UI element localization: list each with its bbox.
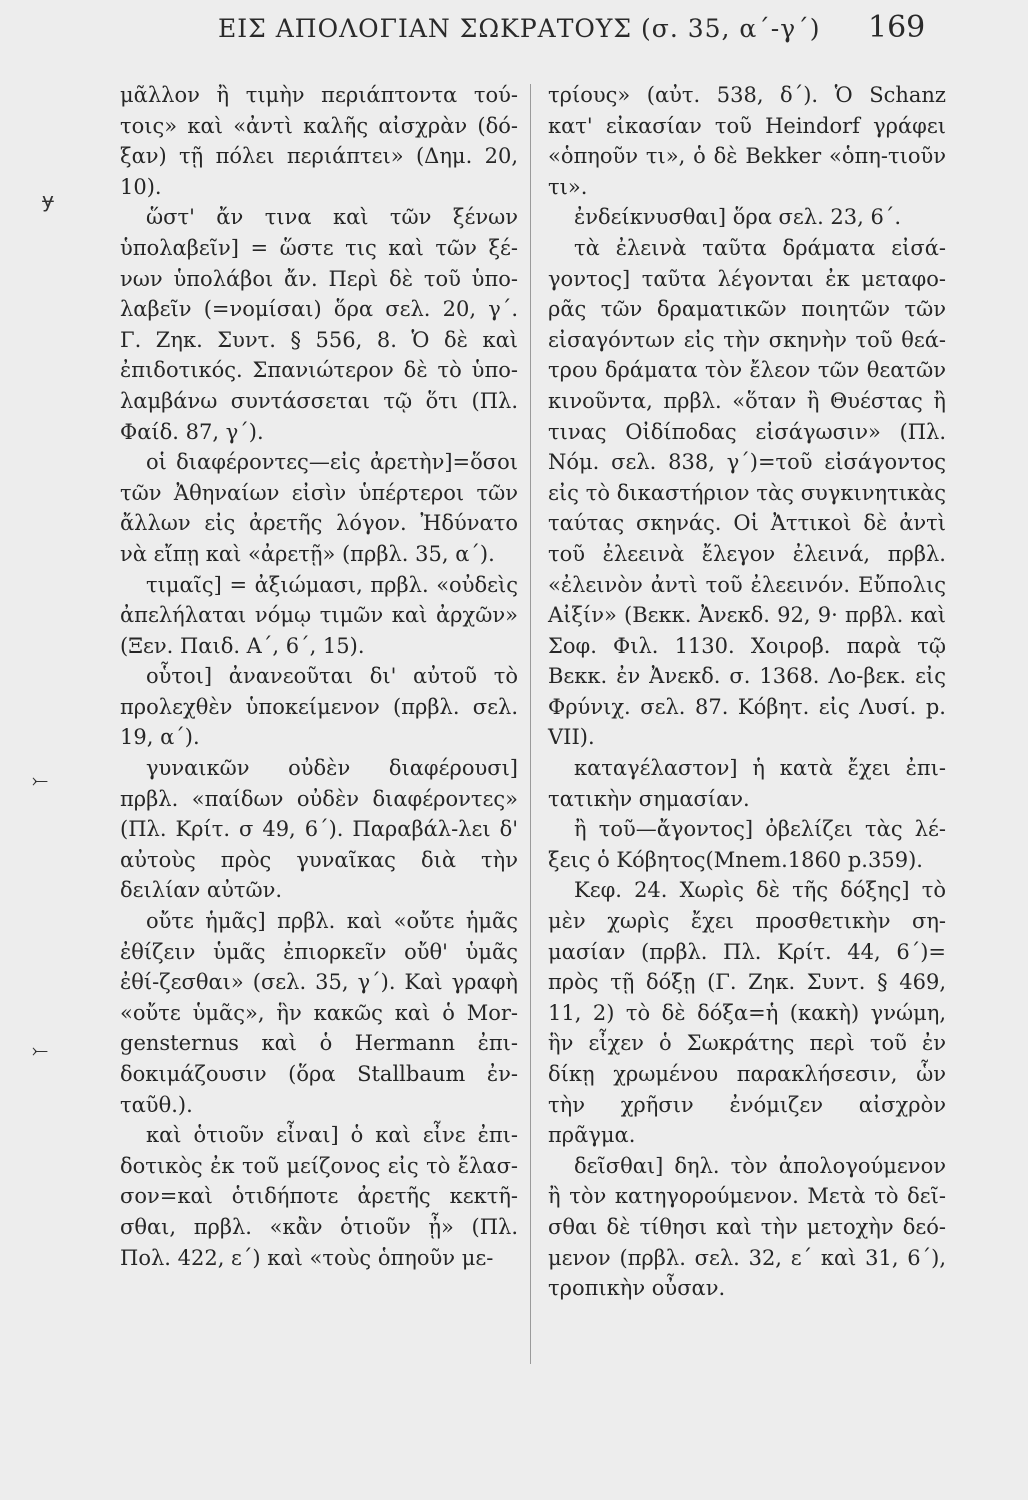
- margin-mark: ⤚: [32, 768, 48, 792]
- paragraph: καὶ ὁτιοῦν εἶναι] ὁ καὶ εἶνε ἐπι-δοτικὸς ἐκ τοῦ μείζονος εἰς τὸ ἔλασ-σον=καὶ ὁτιδήποτε ἀρετῆς κεκτῆ-σθαι, πρβλ. «κἂν ὁτιοῦν ᾖ» (Πλ. Πολ. 422, ε΄) καὶ «τοὺς ὁπηοῦν με-: [120, 1123, 518, 1270]
- paragraph: τιμαῖς] = ἀξιώμασι, πρβλ. «οὐδεὶς ἀπελήλαται νόμῳ τιμῶν καὶ ἀρχῶν» (Ξεν. Παιδ. Α΄, 6΄, 15).: [120, 572, 518, 658]
- paragraph: δεῖσθαι] δηλ. τὸν ἀπολογούμενον ἢ τὸν κατηγορούμενον. Μετὰ τὸ δεῖ-σθαι δὲ τίθησι καὶ τὴν μετοχὴν δεό-μενον (πρβλ. σελ. 32, ε΄ καὶ 31, 6΄), τροπικὴν οὖσαν.: [548, 1153, 946, 1301]
- paragraph: τρίους» (αὐτ. 538, δ΄). Ὁ Schanz κατ' εἰκασίαν τοῦ Heindorf γράφει «ὁπηοῦν τι», ὁ δὲ Bekker «ὁπη-τιοῦν τι».: [548, 83, 946, 199]
- paragraph: γυναικῶν οὐδὲν διαφέρουσι] πρβλ. «παίδων οὐδὲν διαφέροντες» (Πλ. Κρίτ. σ 49, 6΄). Παραβάλ-λει δ' αὐτοὺς πρὸς γυναῖκας διὰ τὴν δειλίαν αὐτῶν.: [120, 756, 518, 903]
- margin-mark: ⤚: [32, 1038, 48, 1062]
- paragraph: μᾶλλον ἢ τιμὴν περιάπτοντα τού-τοις» καὶ «ἀντὶ καλῆς αἰσχρὰν (δό-ξαν) τῇ πόλει περιάπτει» (Δημ. 20, 10).: [120, 83, 518, 199]
- page-number: 169: [868, 10, 926, 45]
- paragraph: Κεφ. 24. Χωρὶς δὲ τῆς δόξης] τὸ μὲν χωρὶς ἔχει προσθετικὴν ση-μασίαν (πρβλ. Πλ. Κρίτ. 44, 6΄)= πρὸς τῇ δόξῃ (Γ. Ζηκ. Συντ. § 469, 11, 2) τὸ δὲ δόξα=ἡ (κακὴ) γνώμη, ἣν εἶχεν ὁ Σωκράτης περὶ τοῦ ἐν δίκῃ χρωμένου παρακλήσεσιν, ὧν τὴν χρῆσιν ἐνόμιζεν αἰσχρὸν πρᾶγμα.: [548, 878, 946, 1148]
- right-column: [548, 80, 946, 1304]
- paragraph: τὰ ἐλεινὰ ταῦτα δράματα εἰσά-γοντος] ταῦτα λέγονται ἐκ μεταφο-ρᾶς τῶν δραματικῶν ποιητῶν τῶν εἰσαγόντων εἰς τὴν σκηνὴν τοῦ θεά-τρου δράματα τὸν ἔλεον τῶν θεατῶν κινοῦντα, πρβλ. «ὅταν ἢ Θυέστας ἢ τινας Οἰδίποδας εἰσάγωσιν» (Πλ. Νόμ. σελ. 838, γ΄)=τοῦ εἰσάγοντος εἰς τὸ δικαστήριον τὰς συγκινητικὰς ταύτας σκηνάς. Οἱ Ἀττικοὶ δὲ ἀντὶ τοῦ ἐλεεινὰ ἔλεγον ἐλεινά, πρβλ. «ἐλεινὸν ἀντὶ τοῦ ἐλεεινόν. Εὔπολις Αἰξίν» (Βεκκ. Ἀνεκδ. 92, 9· πρβλ. καὶ Σοφ. Φιλ. 1130. Χοιροβ. παρὰ τῷ Βεκκ. ἐν Ἀνεκδ. σ. 1368. Λο-βεκ. εἰς Φρύνιχ. σελ. 87. Κόβητ. εἰς Λυσί. p. VII).: [548, 235, 946, 750]
- running-title: ΕΙΣ ΑΠΟΛΟΓΙΑΝ ΣΩΚΡΑΤΟΥΣ (σ. 35, α΄-γ΄): [218, 14, 821, 43]
- margin-mark: ɏ: [42, 188, 54, 212]
- paragraph: καταγέλαστον] ἡ κατὰ ἔχει ἐπι-τατικὴν σημασίαν.: [548, 756, 946, 811]
- paragraph: ἢ τοῦ—ἄγοντος] ὀβελίζει τὰς λέ-ξεις ὁ Κόβητος(Mnem.1860 p.359).: [548, 817, 946, 872]
- paragraph: οὔτε ἡμᾶς] πρβλ. καὶ «οὔτε ἡμᾶς ἐθίζειν ὑμᾶς ἐπιορκεῖν οὔθ' ὑμᾶς ἐθί-ζεσθαι» (σελ. 35, γ΄). Καὶ γραφὴ «οὔτε ὑμᾶς», ἣν κακῶς καὶ ὁ Mor-gensternus καὶ ὁ Hermann ἐπι-δοκιμάζουσιν (ὅρα Stallbaum ἐν-ταῦθ.).: [120, 909, 518, 1117]
- paragraph: οἱ διαφέροντες—εἰς ἀρετὴν]=ὅσοι τῶν Ἀθηναίων εἰσὶν ὑπέρτεροι τῶν ἄλλων εἰς ἀρετῆς λόγον. Ἠδύνατο νὰ εἴπῃ καὶ «ἀρετῇ» (πρβλ. 35, α΄).: [120, 450, 518, 566]
- paragraph: ἐνδείκνυσθαι] ὅρα σελ. 23, 6΄.: [574, 205, 902, 230]
- left-column: [120, 80, 518, 1273]
- paragraph: οὗτοι] ἀνανεοῦται δι' αὐτοῦ τὸ προλεχθὲν ὑποκείμενον (πρβλ. σελ. 19, α΄).: [120, 664, 518, 750]
- paragraph: ὥστ' ἄν τινα καὶ τῶν ξένων ὑπολαβεῖν] = ὥστε τις καὶ τῶν ξέ-νων ὑπολάβοι ἄν. Περὶ δὲ τοῦ ὑπο-λαβεῖν (=νομίσαι) ὅρα σελ. 20, γ΄. Γ. Ζηκ. Συντ. § 556, 8. Ὁ δὲ καὶ ἐπιδοτικός. Σπανιώτερον δὲ τὸ ὑπο-λαμβάνω συντάσσεται τῷ ὅτι (Πλ. Φαίδ. 87, γ΄).: [120, 205, 518, 444]
- column-divider: [530, 84, 531, 1364]
